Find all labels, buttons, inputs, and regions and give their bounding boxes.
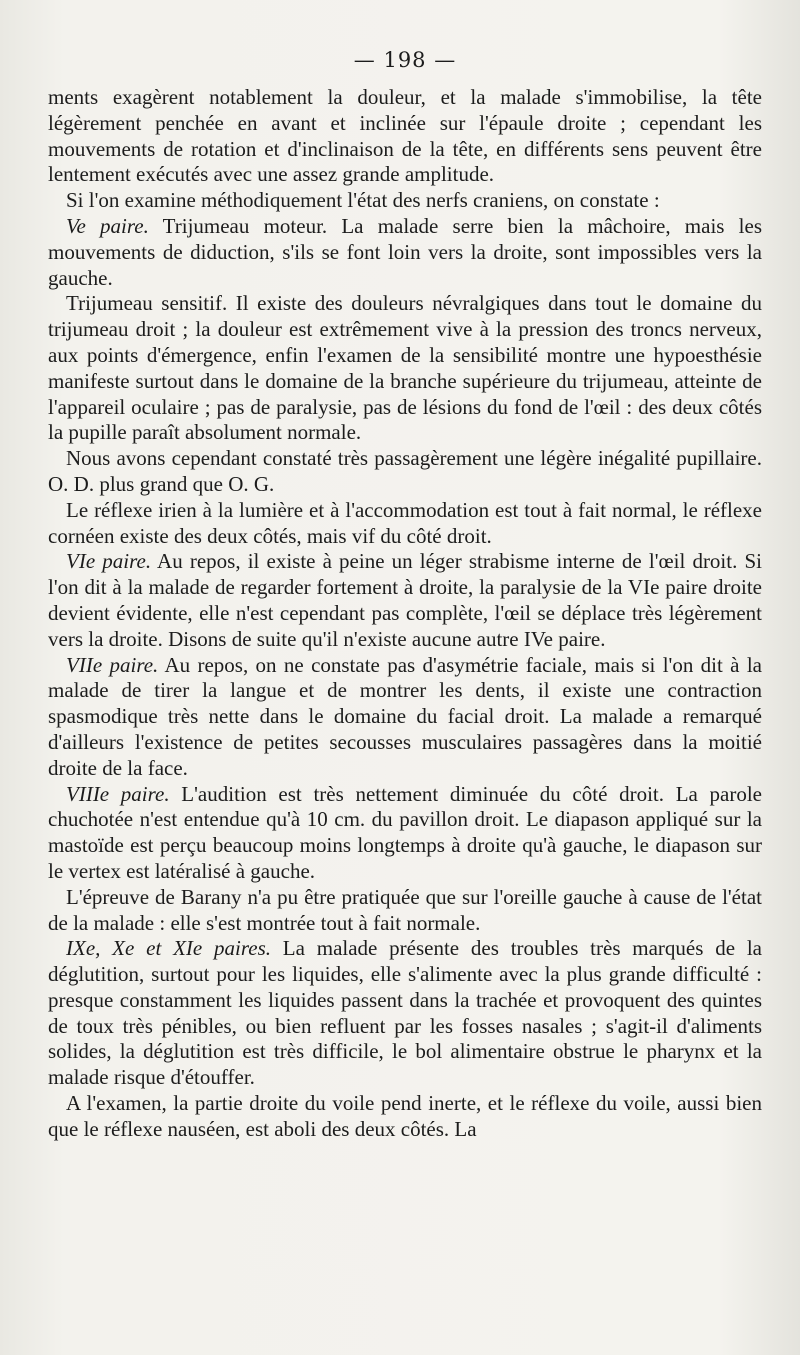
paragraph-text: L'épreuve de Barany n'a pu être pratiquée que sur l'oreille gauche à cause de l'état de la malade : elle s'est montrée tout à fait normale. <box>48 884 762 935</box>
paragraph-examen-voile <box>48 1091 762 1143</box>
paragraph-text: Nous avons cependant constaté très passagèrement une légère inégalité pupillaire. O. D. plus grand que O. G. <box>48 446 762 496</box>
paragraph-trijumeau-sensitif <box>48 291 762 446</box>
paragraph-text: Trijumeau moteur. La malade serre bien la mâchoire, mais les mouvements de diduction, s'ils se font loin vers la droite, sont impossibles vers la gauche. <box>48 213 762 290</box>
section-lead: VIIIe paire. <box>66 781 170 806</box>
paragraph-text: Trijumeau sensitif. Il existe des douleurs névralgiques dans tout le domaine du trijumeau droit ; la douleur est extrêmement vive à la pression des troncs nerveux, aux points d'émergence, enfin l'examen de la sensibilité montre une hypoesthésie manifeste surtout dans le domaine de la branche supérieure du trijumeau, atteinte de l'appareil oculaire ; pas de paralysie, pas de lésions du fond de l'œil : des deux côtés la pupille paraît absolument normale. <box>48 291 762 445</box>
paragraph-text: L'audition est très nettement diminuée du côté droit. La parole chuchotée n'est entendue qu'à 10 cm. du pavillon droit. Le diapason appliqué sur la mastoïde est perçu beaucoup moins longtemps à droite qu'à gauche, le diapason sur le vertex est latéralisé à gauche. <box>48 781 762 883</box>
paragraph-text: Si l'on examine méthodiquement l'état des nerfs craniens, on constate : <box>66 188 660 213</box>
paragraph-pupille <box>48 446 762 498</box>
paragraph-vie-paire <box>48 549 762 652</box>
paragraph-reflexe <box>48 498 762 550</box>
section-lead: VIIe paire. <box>66 652 159 677</box>
paragraph-barany <box>48 885 762 937</box>
paragraph-text: Le réflexe irien à la lumière et à l'accommodation est tout à fait normal, le réflexe cornéen existe des deux côtés, mais vif du côté droit. <box>48 497 762 548</box>
paragraph-2 <box>48 188 762 214</box>
paragraph-text: ments exagèrent notablement la douleur, et la malade s'immobilise, la tête légèrement penchée en avant et inclinée sur l'épaule droite ; cependant les mouvements de rotation et d'inclinaison de la tête, en différents sens peuvent être lentement exécutés avec une assez grande amplitude. <box>48 85 762 187</box>
paragraph-text: La malade présente des troubles très marqués de la déglutition, surtout pour les liquides, elle s'alimente avec la plus grande difficulté : presque constamment les liquides passent dans la trachée et provoquent des quintes de toux très pénibles, ou bien refluent par les fosses nasales ; s'agit-il d'aliments solides, la déglutition est très difficile, le bol alimentaire obstrue le pharynx et la malade risque d'étouffer. <box>48 936 762 1090</box>
paragraph-text: Au repos, on ne constate pas d'asymétrie faciale, mais si l'on dit à la malade de tirer la langue et de montrer les dents, il existe une contraction spasmodique très nette dans le domaine du facial droit. La malade a remarqué d'ailleurs l'existence de petites secousses musculaires passagères dans la moitié droite de la face. <box>48 652 762 780</box>
section-lead: VIe paire. <box>66 549 152 574</box>
body-text <box>48 85 762 1143</box>
section-lead: IXe, Xe et XIe paires. <box>66 936 271 961</box>
page-number: — 198 — <box>353 48 457 72</box>
section-lead: Ve paire. <box>66 213 149 238</box>
paragraph-ixe-xe-xie-paires <box>48 936 762 1091</box>
paragraph-viiie-paire <box>48 782 762 885</box>
paragraph-1 <box>48 85 762 188</box>
paragraph-text: A l'examen, la partie droite du voile pend inerte, et le réflexe du voile, aussi bien que le réflexe nauséen, est aboli des deux côtés. La <box>48 1091 762 1141</box>
paragraph-viie-paire <box>48 653 762 782</box>
paragraph-text: Au repos, il existe à peine un léger strabisme interne de l'œil droit. Si l'on dit à la malade de regarder fortement à droite, la paralysie de la VIe paire droite devient évidente, elle n'est cependant pas complète, l'œil se déplace très légèrement vers la droite. Disons de suite qu'il n'existe aucune autre IVe paire. <box>48 549 762 651</box>
paragraph-ve-paire <box>48 214 762 291</box>
